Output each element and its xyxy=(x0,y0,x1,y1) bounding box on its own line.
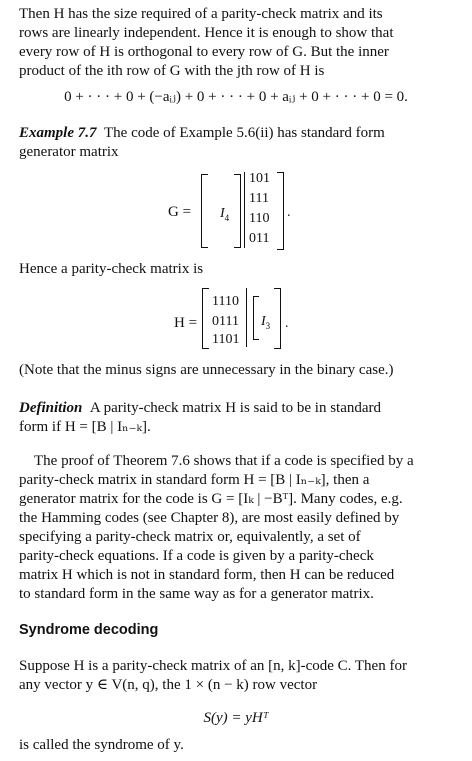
matrix-g-divider xyxy=(244,172,245,248)
matrix-g-name: G = xyxy=(168,204,192,220)
equation-syndrome: S(y) = yHᵀ xyxy=(203,710,269,726)
matrix-g-row-2: 111 xyxy=(249,191,269,206)
p2-line-4: the Hamming codes (see Chapter 8), are most easily defined by xyxy=(19,510,400,526)
matrix-h-left-bracket xyxy=(202,288,209,349)
matrix-g-row-3: 110 xyxy=(249,211,270,226)
final-line: is called the syndrome of y. xyxy=(19,737,184,753)
definition-line-1: A parity-check matrix H is said to be in standard xyxy=(89,400,382,416)
matrix-h-row-3: 1101 xyxy=(212,332,240,347)
hence-line: Hence a parity-check matrix is xyxy=(19,261,204,277)
example-line-2: generator matrix xyxy=(19,144,119,160)
matrix-g-identity: $I_4$ xyxy=(220,206,230,223)
p2-line-8: to standard form in the same way as for a generator matrix. xyxy=(19,586,374,602)
p1-line-1: Then H has the size required of a parity-check matrix and its xyxy=(19,6,383,22)
p2-line-6: parity-check equations. If a code is given by a parity-check xyxy=(19,548,374,564)
matrix-h-inner-left-bracket xyxy=(253,296,259,340)
matrix-g-right-bracket xyxy=(277,172,284,250)
book-page: Then H has the size required of a parity-check matrix and its rows are linearly independent. Hence it is enough to show that every row of H is orthogonal to every row of G. But the inner product of the ith row of G with the jth row of H is 0 + · · · + 0 + (−aᵢⱼ) + 0 + · · · + 0 + aᵢⱼ + 0 + · · · + 0 = 0. Example 7.7 The code of Example 5.6(ii) has standard form generator matrix G = $I_4$ 101 111 110 011 . Hence a parity-check matrix is H = 1110 0111 1101 $I_3$ . (Note that the minus signs are unnecessary in the binary case.) Definition A parity-check matrix H is said to be in standard form if H = [B | Iₙ₋ₖ]. The proof of Theorem 7.6 shows that if a code is specified by a parity-check matrix in standard form H = [B | Iₙ₋ₖ], then a generator matrix for the code is G = [Iₖ | −Bᵀ]. Many codes, e.g. the Hamming codes (see Chapter 8), are most easily defined by specifying a parity-check matrix or, equivalently, a set of parity-check equations. If a code is given by a parity-check matrix H which is not in standard form, then H can be reduced to standard form in the same way as for a generator matrix. Syndrome decoding Suppose H is a parity-check matrix of an [n, k]-code C. Then for any vector y ∈ V(n, q), the 1 × (n − k) row vector S(y) = yHᵀ is called the syndrome of y. xyxy=(0,0,472,761)
matrix-g-inner-right-bracket xyxy=(234,174,241,248)
example-label: Example 7.7 xyxy=(19,125,97,141)
definition xyxy=(19,399,462,437)
p3-line-2: any vector y ∈ V(n, q), the 1 × (n − k) row vector xyxy=(19,677,318,693)
matrix-h-divider xyxy=(246,288,247,347)
matrix-h-row-1: 1110 xyxy=(212,294,239,309)
paragraph-1 xyxy=(19,5,462,81)
matrix-g-row-4: 011 xyxy=(249,231,270,246)
p2-line-1: The proof of Theorem 7.6 shows that if a code is specified by a xyxy=(34,453,414,469)
definition-label: Definition xyxy=(19,400,83,416)
matrix-h-name: H = xyxy=(174,315,198,331)
p1-line-3: every row of H is orthogonal to every row of G. But the inner xyxy=(19,44,389,60)
p2-line-2: parity-check matrix in standard form H = [B | Iₙ₋ₖ], then a xyxy=(19,472,370,488)
matrix-g-left-bracket xyxy=(201,174,208,248)
p2-line-7: matrix H which is not in standard form, then H can be reduced xyxy=(19,567,395,583)
matrix-h-right-bracket xyxy=(274,288,281,349)
p1-line-4: product of the ith row of G with the jth row of H is xyxy=(19,63,325,79)
matrix-g-row-1: 101 xyxy=(249,171,270,186)
paragraph-2 xyxy=(19,452,462,604)
definition-line-2: form if H = [B | Iₙ₋ₖ]. xyxy=(19,419,151,435)
section-heading-syndrome-decoding: Syndrome decoding xyxy=(19,622,159,638)
example-7-7 xyxy=(19,124,462,162)
matrix-h-identity: $I_3$ xyxy=(261,314,271,331)
note-line: (Note that the minus signs are unnecessary in the binary case.) xyxy=(19,362,394,378)
example-line-1: The code of Example 5.6(ii) has standard form xyxy=(104,125,385,141)
p3-line-1: Suppose H is a parity-check matrix of an [n, k]-code C. Then for xyxy=(19,658,407,674)
p2-line-5: specifying a parity-check matrix or, equivalently, a set of xyxy=(19,529,361,545)
p1-line-2: rows are linearly independent. Hence it is enough to show that xyxy=(19,25,394,41)
matrix-h-row-2: 0111 xyxy=(212,314,239,329)
equation-inner-product: 0 + · · · + 0 + (−aᵢⱼ) + 0 + · · · + 0 + aᵢⱼ + 0 + · · · + 0 = 0. xyxy=(64,89,408,105)
paragraph-3 xyxy=(19,657,462,695)
p2-line-3: generator matrix for the code is G = [Iₖ | −Bᵀ]. Many codes, e.g. xyxy=(19,491,403,507)
